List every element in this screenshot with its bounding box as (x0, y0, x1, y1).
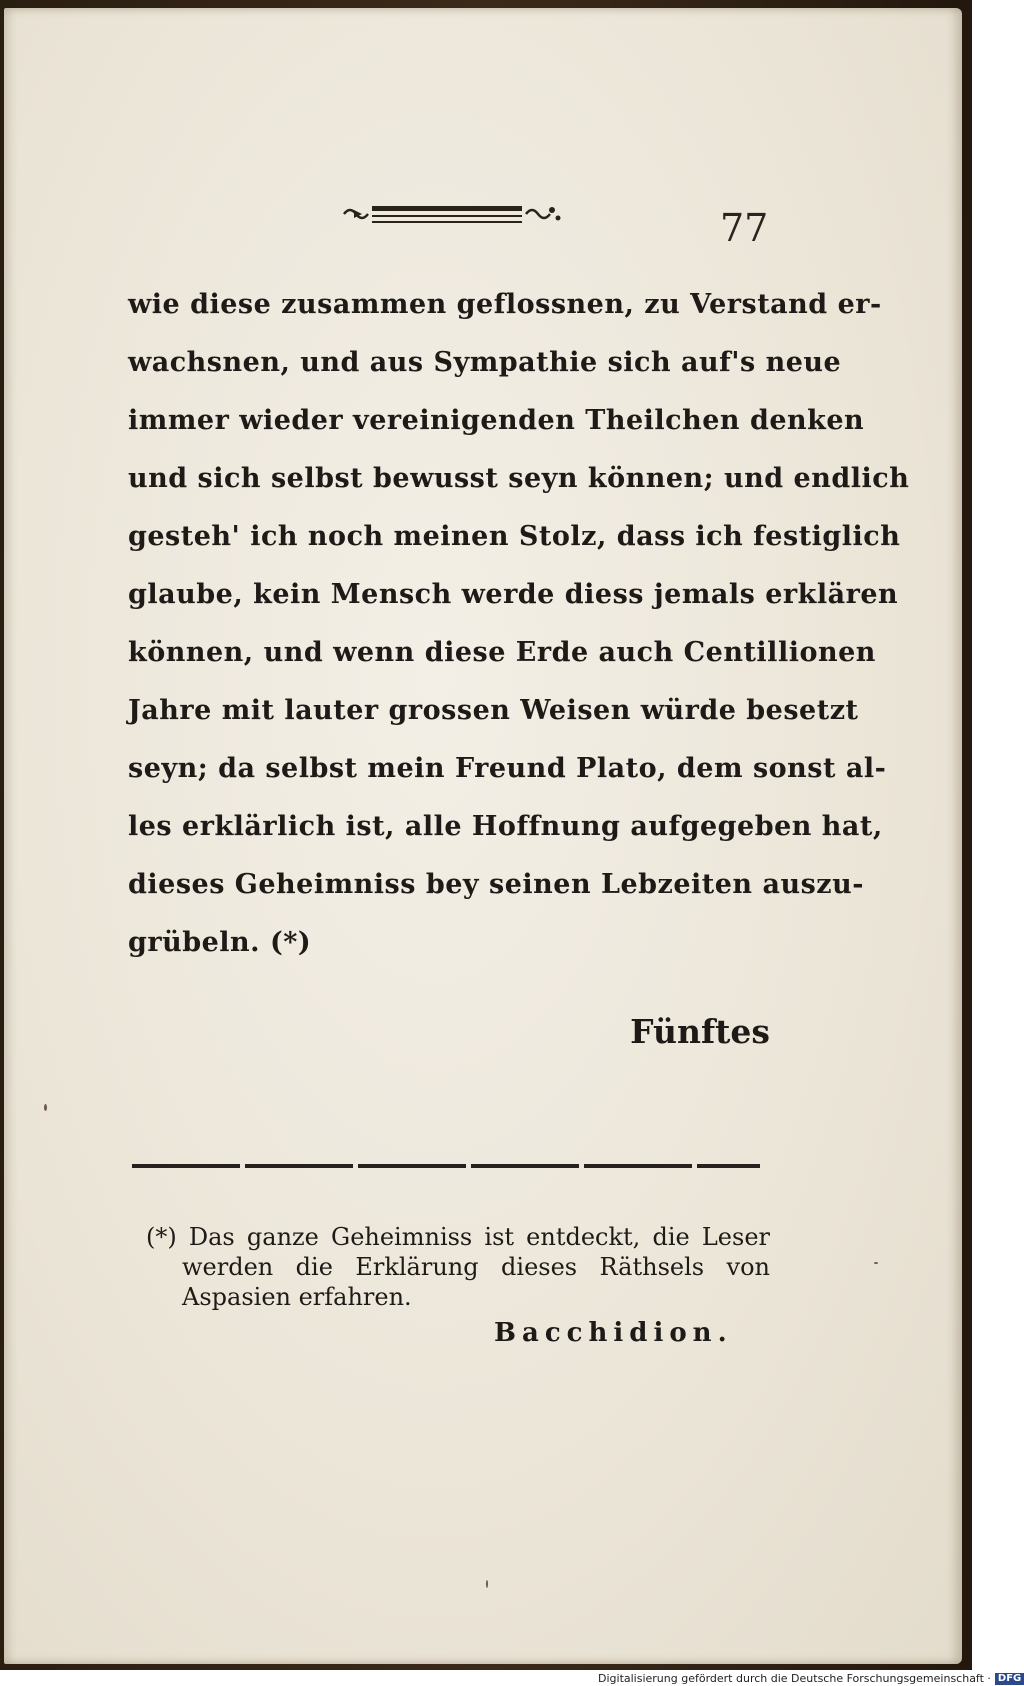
footnote-signature: Bacchidion. (494, 1318, 733, 1348)
text-line: seyn; da selbst mein Freund Plato, dem sonst al- (128, 753, 887, 784)
text-line: und sich selbst bewusst seyn können; und endlich (128, 463, 910, 494)
page-number: 77 (720, 206, 769, 250)
footnote-line: (*) Das ganze Geheimniss ist entdeckt, die Leser (146, 1223, 770, 1251)
digitization-credit (598, 1672, 1024, 1685)
text-line: können, und wenn diese Erde auch Centillionen (128, 637, 876, 668)
footnote (146, 1222, 770, 1312)
paper-speck (44, 1104, 47, 1111)
footnote-line: werden die Erklärung dieses Räthsels von (182, 1253, 770, 1281)
text-line: wie diese zusammen geflossnen, zu Verstand er- (128, 289, 882, 320)
dfg-logo: DFG (995, 1673, 1024, 1685)
text-line: Jahre mit lauter grossen Weisen würde besetzt (128, 695, 859, 726)
header-ornament (340, 196, 570, 232)
body-text (128, 276, 910, 972)
footnote-rule (132, 1164, 760, 1168)
credit-text: Digitalisierung gefördert durch die Deutsche Forschungsgemeinschaft · (598, 1672, 991, 1685)
paper-speck (486, 1580, 488, 1588)
paper-speck (874, 1262, 878, 1264)
text-line: wachsnen, und aus Sympathie sich auf's neue (128, 347, 842, 378)
text-line: immer wieder vereinigenden Theilchen denken (128, 405, 865, 436)
catchword: Fünftes (630, 1012, 770, 1051)
text-line: grübeln. (*) (128, 927, 312, 958)
text-line: dieses Geheimniss bey seinen Lebzeiten auszu- (128, 869, 864, 900)
text-line: les erklärlich ist, alle Hoffnung aufgegeben hat, (128, 811, 883, 842)
text-line: gesteh' ich noch meinen Stolz, dass ich festiglich (128, 521, 901, 552)
footnote-line: Aspasien erfahren. (182, 1283, 412, 1311)
text-line: glaube, kein Mensch werde diess jemals erklären (128, 579, 899, 610)
